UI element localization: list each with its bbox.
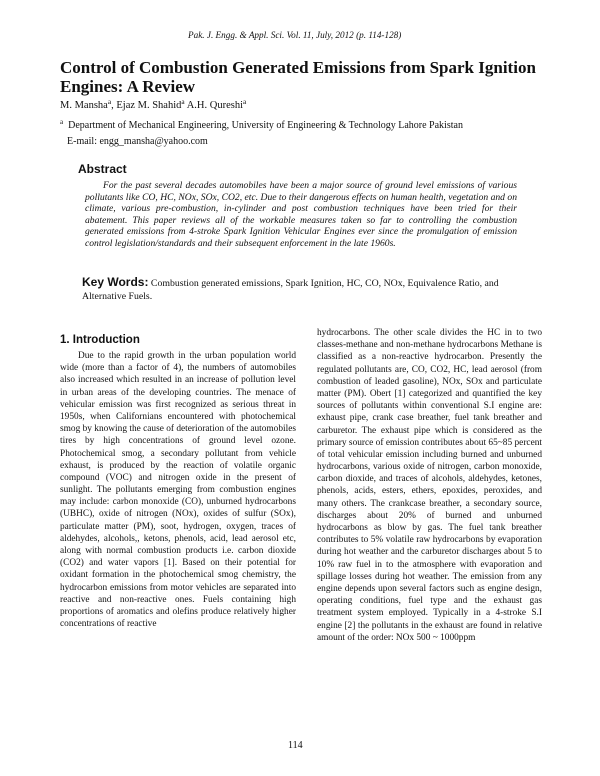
author-email: E-mail: engg_mansha@yahoo.com [67,136,208,147]
author-affiliation-mark: a [107,97,112,106]
abstract-heading: Abstract [78,162,127,176]
abstract-text: For the past several decades automobiles have been a major source of ground level emissions of various pollutants like CO, HC, NOx, SOx, CO2, etc. Due to their dangerous effects on human health, vegetation and on climate, various pre-combustion, in-cylinder and post combustion techniques have been tried for their abatement. This paper reviews all of the workable measures taken so far to controlling the combustion generated emissions from 4-stroke Spark Ignition Vehicular Engines ever since the promulgation of emission control legislation/standards and their subsequent enforcement in the late 1960s. [85,180,517,249]
affiliation-mark: a [60,118,64,126]
keywords-label: Key Words: [82,275,149,289]
body-column-left: Due to the rapid growth in the urban population world wide (more than a factor of 4), the numbers of automobiles also increased which resulted in an increase of pollution level in urban areas of the developing countries. The menace of vehicular emission was first recognized as serious threat in 1950s, when Californians encountered with photochemical smog by knowing the cause of deterioration of the automobiles tires by high concentrations of ground level ozone. Photochemical smog, a secondary pollutant from vehicle exhaust, is produced by the reaction of volatile organic compound (VOC) and nitrogen oxide in the present of sunlight. The pollutants emerging from combustion engines may include: carbon monoxide (CO), unburned hydrocarbons (UBHC), oxide of nitrogen (NOx), oxides of sulfur (SOx), particulate matter (PM), soot, hydrogen, oxygen, traces of aldehydes, alcohols,, ketons, phenols, acid, lead aerosol etc, along with normal combustion products i.e. carbon dioxide (CO2) and water vapors [1]. Based on their potential for oxidant formation in the photochemical smog chemistry, the hydrocarbon emissions from motor vehicles are separated into reactive and non-reactive ones. Fuels containing high proportions of aromatics and olefins produce relatively higher concentrations of reactive [60,351,296,630]
author-name: Ejaz M. Shahid [116,100,182,111]
affiliation-text: Department of Mechanical Engineering, University of Engineering & Technology Lahore Pakistan [68,120,463,131]
author-list: M. Mansha$^a$, Ejaz M. Shahid$^a$ A.H. Qureshi$^a$ [60,97,247,111]
affiliation [60,120,463,131]
author-name: A.H. Qureshi [186,100,243,111]
paper-title: Control of Combustion Generated Emissions from Spark Ignition Engines: A Review [60,58,536,96]
keywords [82,276,522,303]
body-column-right: hydrocarbons. The other scale divides the HC in to two classes-methane and non-methane hydrocarbons Methane is classified as a non-reactive hydrocarbon. Presently the regulated pollutants are, CO, CO2, HC, lead aerosol (from combustion of leaded gasoline), NOx, SOx and particulate matter (PM). Obert [1] categorized and quantified the key sources of pollutants within conventional S.I engine are: exhaust pipe, crank case breather, fuel tank breather and carburetor. The exhaust pipe which is considered as the primary source of emission contributes about 65~85 percent of total vehicular emission including burned and unburned hydrocarbons, various oxide of nitrogen, carbon monoxide, carbon dioxide, and traces of alcohols, aldehydes, ketones, phenols, acids, esters, ethers, epoxides, peroxides, and many others. The crankcase breather, a secondary source, discharges about 20% of burned and unburned hydrocarbons as blow by gas. The fuel tank breather contributes to 5% volatile raw hydrocarbons by evaporation during hot weather and the carburetor discharges about 5 to 10% raw fuel in to the atmosphere with evaporation and spillage losses during hot weather. The emission from any engine depends upon several factors such as engine design, operating conditions, fuel type and the exhaust gas treatment system employed. Typically in a 4-stroke S.I engine [2] the pollutants in the exhaust are found in relative amount of the order: NOx 500 ~ 1000ppm [317,328,542,643]
section-heading-introduction: 1. Introduction [60,334,140,346]
journal-citation: Pak. J. Engg. & Appl. Sci. Vol. 11, July, 2012 (p. 114-128) [188,30,402,40]
keywords-text: Combustion generated emissions, Spark Ignition, HC, CO, NOx, Equivalence Ratio, and Alternative Fuels. [82,278,499,302]
author-name: M. Mansha [60,100,108,111]
author-affiliation-mark: a [181,97,185,106]
page-number: 114 [288,740,303,751]
author-affiliation-mark: a [243,97,247,106]
